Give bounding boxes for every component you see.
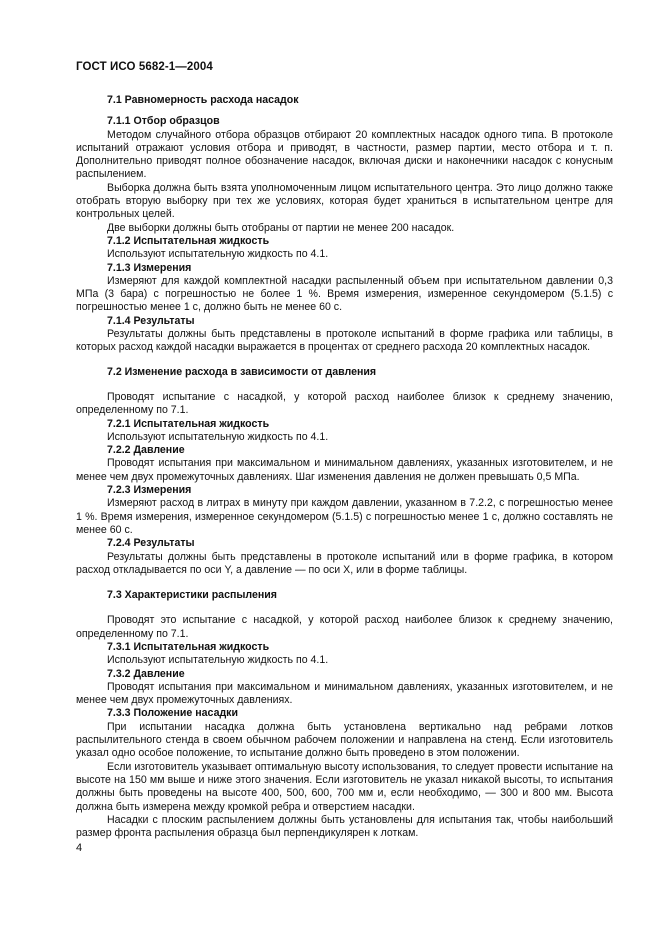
paragraph: Две выборки должны быть отобраны от партии не менее 200 насадок. bbox=[107, 221, 455, 234]
subsection-7-2-3-title: 7.2.3 Измерения bbox=[107, 484, 192, 497]
subsection-7-1-1-title: 7.1.1 Отбор образцов bbox=[107, 115, 220, 128]
subsection-7-3-1-title: 7.3.1 Испытательная жидкость bbox=[107, 640, 270, 653]
paragraph: Результаты должны быть представлены в протоколе испытаний или в форме графика, в котором расход откладывается по оси Y, а давление — по оси X, или в форме таблицы. bbox=[76, 550, 613, 576]
page-number: 4 bbox=[76, 842, 83, 854]
paragraph: Используют испытательную жидкость по 4.1. bbox=[107, 654, 329, 667]
subsection-7-2-2-title: 7.2.2 Давление bbox=[107, 444, 185, 457]
subsection-7-1-4-title: 7.1.4 Результаты bbox=[107, 314, 195, 327]
paragraph: Насадки с плоским распылением должны быть установлены для испытания так, чтобы наибольший размер фронта распыления образца был перпендикулярен к лоткам. bbox=[76, 813, 613, 840]
section-7-2-title: 7.2 Изменение расхода в зависимости от давления bbox=[107, 365, 377, 378]
subsection-7-3-3-title: 7.3.3 Положение насадки bbox=[107, 707, 238, 720]
subsection-7-2-4-title: 7.2.4 Результаты bbox=[107, 537, 195, 550]
subsection-7-1-2-title: 7.1.2 Испытательная жидкость bbox=[107, 234, 270, 247]
paragraph: Используют испытательную жидкость по 4.1. bbox=[107, 430, 329, 443]
paragraph: Методом случайного отбора образцов отбирают 20 комплектных насадок одного типа. В протоколе испытаний отражают условия отбора и приводят, в частности, размер партии, место отбора и т. п. Дополнительно приводят полное обозначение насадок, включая диски и наконечники насадок с конусным распылением. bbox=[76, 128, 613, 181]
paragraph: Проводят испытание с насадкой, у которой расход наиболее близок к среднему значению, определенному по 7.1. bbox=[76, 390, 613, 417]
paragraph: Проводят испытания при максимальном и минимальном давлениях, указанных изготовителем, и не менее чем двух промежуточных давлениях. Шаг изменения давления не должен превышать 0,5 МПа. bbox=[76, 457, 613, 483]
paragraph: Проводят испытания при максимальном и минимальном давлениях, указанных изготовителем, и не менее чем двух промежуточных давлениях. bbox=[76, 680, 613, 707]
standard-header: ГОСТ ИСО 5682-1—2004 bbox=[76, 61, 213, 73]
paragraph: Используют испытательную жидкость по 4.1. bbox=[107, 248, 329, 261]
paragraph: Результаты должны быть представлены в протоколе испытаний в форме графика или таблицы, в которых расход каждой насадки выражается в процентах от среднего расхода 20 комплектных насадок. bbox=[76, 328, 613, 354]
paragraph: Выборка должна быть взята уполномоченным лицом испытательного центра. Это лицо должно также отобрать вторую выборку при тех же условиях, которая будет храниться в испытательном центре для контрольных целей. bbox=[76, 181, 613, 221]
paragraph: Измеряют для каждой комплектной насадки распыленный объем при испытательном давлении 0,3 МПа (3 бара) с погрешностью не более 1 %. Время измерения, измеренное секундомером (5.1.5) с погрешностью менее 1 с, должно быть не менее 60 с. bbox=[76, 274, 613, 314]
paragraph: При испытании насадка должна быть установлена вертикально над ребрами лотков распылительного стенда в своем обычном рабочем положении и направлена на стенд. Если изготовитель указал одно особое положение, то испытание должно быть проведено в этом положении. bbox=[76, 720, 613, 760]
paragraph: Проводят это испытание с насадкой, у которой расход наиболее близок к среднему значению, определенному по 7.1. bbox=[76, 614, 613, 640]
document-body bbox=[76, 94, 613, 840]
paragraph: Если изготовитель указывает оптимальную высоту использования, то следует провести испытание на высоте на 150 мм выше и ниже этого значения. Если изготовитель не указал никакой высоты, то испытания должны быть проведены на высоте 400, 500, 600, 700 мм и, если необходимо, — 300 и 800 мм. Высота должна быть измерена между кромкой ребра и отверстием насадки. bbox=[76, 760, 613, 813]
paragraph: Измеряют расход в литрах в минуту при каждом давлении, указанном в 7.2.2, с погрешностью менее 1 %. Время измерения, измеренное секундомером (5.1.5) с погрешностью менее 1 с, должно составлять не менее 60 с. bbox=[76, 497, 613, 536]
section-7-3-title: 7.3 Характеристики распыления bbox=[107, 589, 277, 602]
section-7-1-title: 7.1 Равномерность расхода насадок bbox=[107, 94, 299, 106]
subsection-7-3-2-title: 7.3.2 Давление bbox=[107, 667, 185, 680]
subsection-7-1-3-title: 7.1.3 Измерения bbox=[107, 261, 192, 274]
subsection-7-2-1-title: 7.2.1 Испытательная жидкость bbox=[107, 417, 270, 430]
